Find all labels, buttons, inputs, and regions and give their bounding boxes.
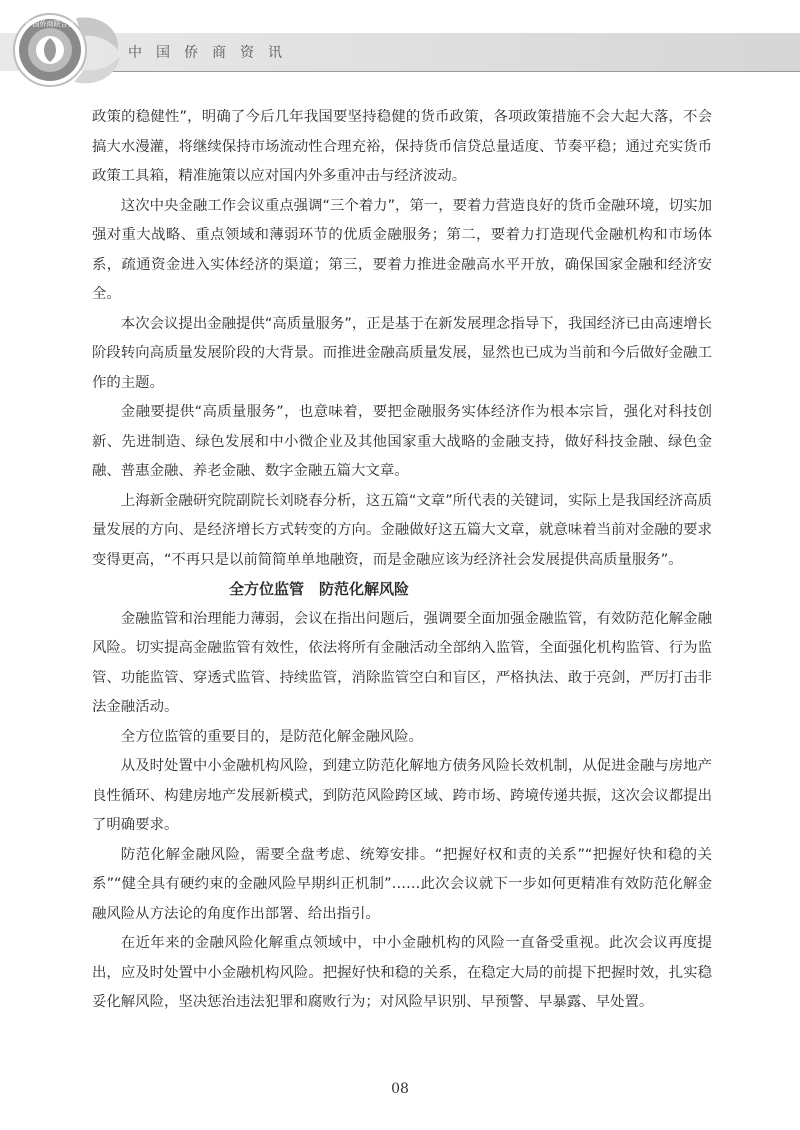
logo-emblem bbox=[6, 4, 124, 94]
article-body bbox=[92, 103, 712, 1018]
paragraph-3: 本次会议提出金融提供“高质量服务”，正是基于在新发展理念指导下，我国经济已由高速增长阶段转向高质量发展阶段的大背景。而推进金融高质量发展，显然也已成为当前和今后做好金融工作的主题。 bbox=[92, 315, 712, 391]
paragraph-4: 金融要提供“高质量服务”，也意味着，要把金融服务实体经济作为根本宗旨，强化对科技创新、先进制造、绿色发展和中小微企业及其他国家重大战略的金融支持，做好科技金融、绿色金融、普惠金融、养老金融、数字金融五篇大文章。 bbox=[92, 404, 712, 479]
page-number: 08 bbox=[391, 1081, 409, 1097]
paragraph-6: 金融监管和治理能力薄弱，会议在指出问题后，强调要全面加强金融监管，有效防范化解金融风险。切实提高金融监管有效性，依法将所有金融活动全部纳入监管，全面强化机构监管、行为监管、功能监管、穿透式监管、持续监管，消除监管空白和盲区，严格执法、敢于亮剑，严厉打击非法金融活动。 bbox=[92, 610, 712, 715]
paragraph-9: 防范化解金融风险，需要全盘考虑、统筹安排。“把握好权和责的关系”“把握好快和稳的关系”“健全具有硬约束的金融风险早期纠正机制”……此次会议就下一步如何更精准有效防范化解金融风险从方法论的角度作出部署、给出指引。 bbox=[92, 846, 712, 922]
paragraph-2: 这次中央金融工作会议重点强调“三个着力”，第一，要着力营造良好的货币金融环境，切实加强对重大战略、重点领域和薄弱环节的优质金融服务；第二，要着力打造现代金融机构和市场体系，疏通资金进入实体经济的渠道；第三，要着力推进金融高水平开放，确保国家金融和经济安全。 bbox=[92, 197, 712, 302]
section-heading: 全方位监管 防范化解风险 bbox=[229, 580, 410, 598]
logo-text: 中国侨商联合会 bbox=[25, 20, 75, 28]
paragraph-1: 政策的稳健性”，明确了今后几年我国要坚持稳健的货币政策，各项政策措施不会大起大落，不会搞大水漫灌，将继续保持市场流动性合理充裕，保持货币信贷总量适度、节奏平稳；通过充实货币政策工具箱，精准施策以应对国内外多重冲击与经济波动。 bbox=[92, 109, 712, 184]
paragraph-10: 在近年来的金融风险化解重点领域中，中小金融机构的风险一直备受重视。此次会议再度提出，应及时处置中小金融机构风险。把握好快和稳的关系，在稳定大局的前提下把握时效，扎实稳妥化解风险，坚决惩治违法犯罪和腐败行为；对风险早识别、早预警、早暴露、早处置。 bbox=[92, 935, 712, 1010]
paragraph-8: 从及时处置中小金融机构风险，到建立防范化解地方债务风险长效机制，从促进金融与房地产良性循环、构建房地产发展新模式，到防范风险跨区域、跨市场、跨境传递共振，这次会议都提出了明确要求。 bbox=[92, 758, 712, 833]
header-title: 中国侨商资讯 bbox=[128, 45, 296, 61]
paragraph-7: 全方位监管的重要目的，是防范化解金融风险。 bbox=[120, 728, 424, 745]
header-rule bbox=[110, 71, 800, 72]
paragraph-5: 上海新金融研究院副院长刘晓春分析，这五篇“文章”所代表的关键词，实际上是我国经济高质量发展的方向、是经济增长方式转变的方向。金融做好这五篇大文章，就意味着当前对金融的要求变得更高，“不再只是以前简简单单地融资，而是金融应该为经济社会发展提供高质量服务”。 bbox=[92, 492, 712, 568]
